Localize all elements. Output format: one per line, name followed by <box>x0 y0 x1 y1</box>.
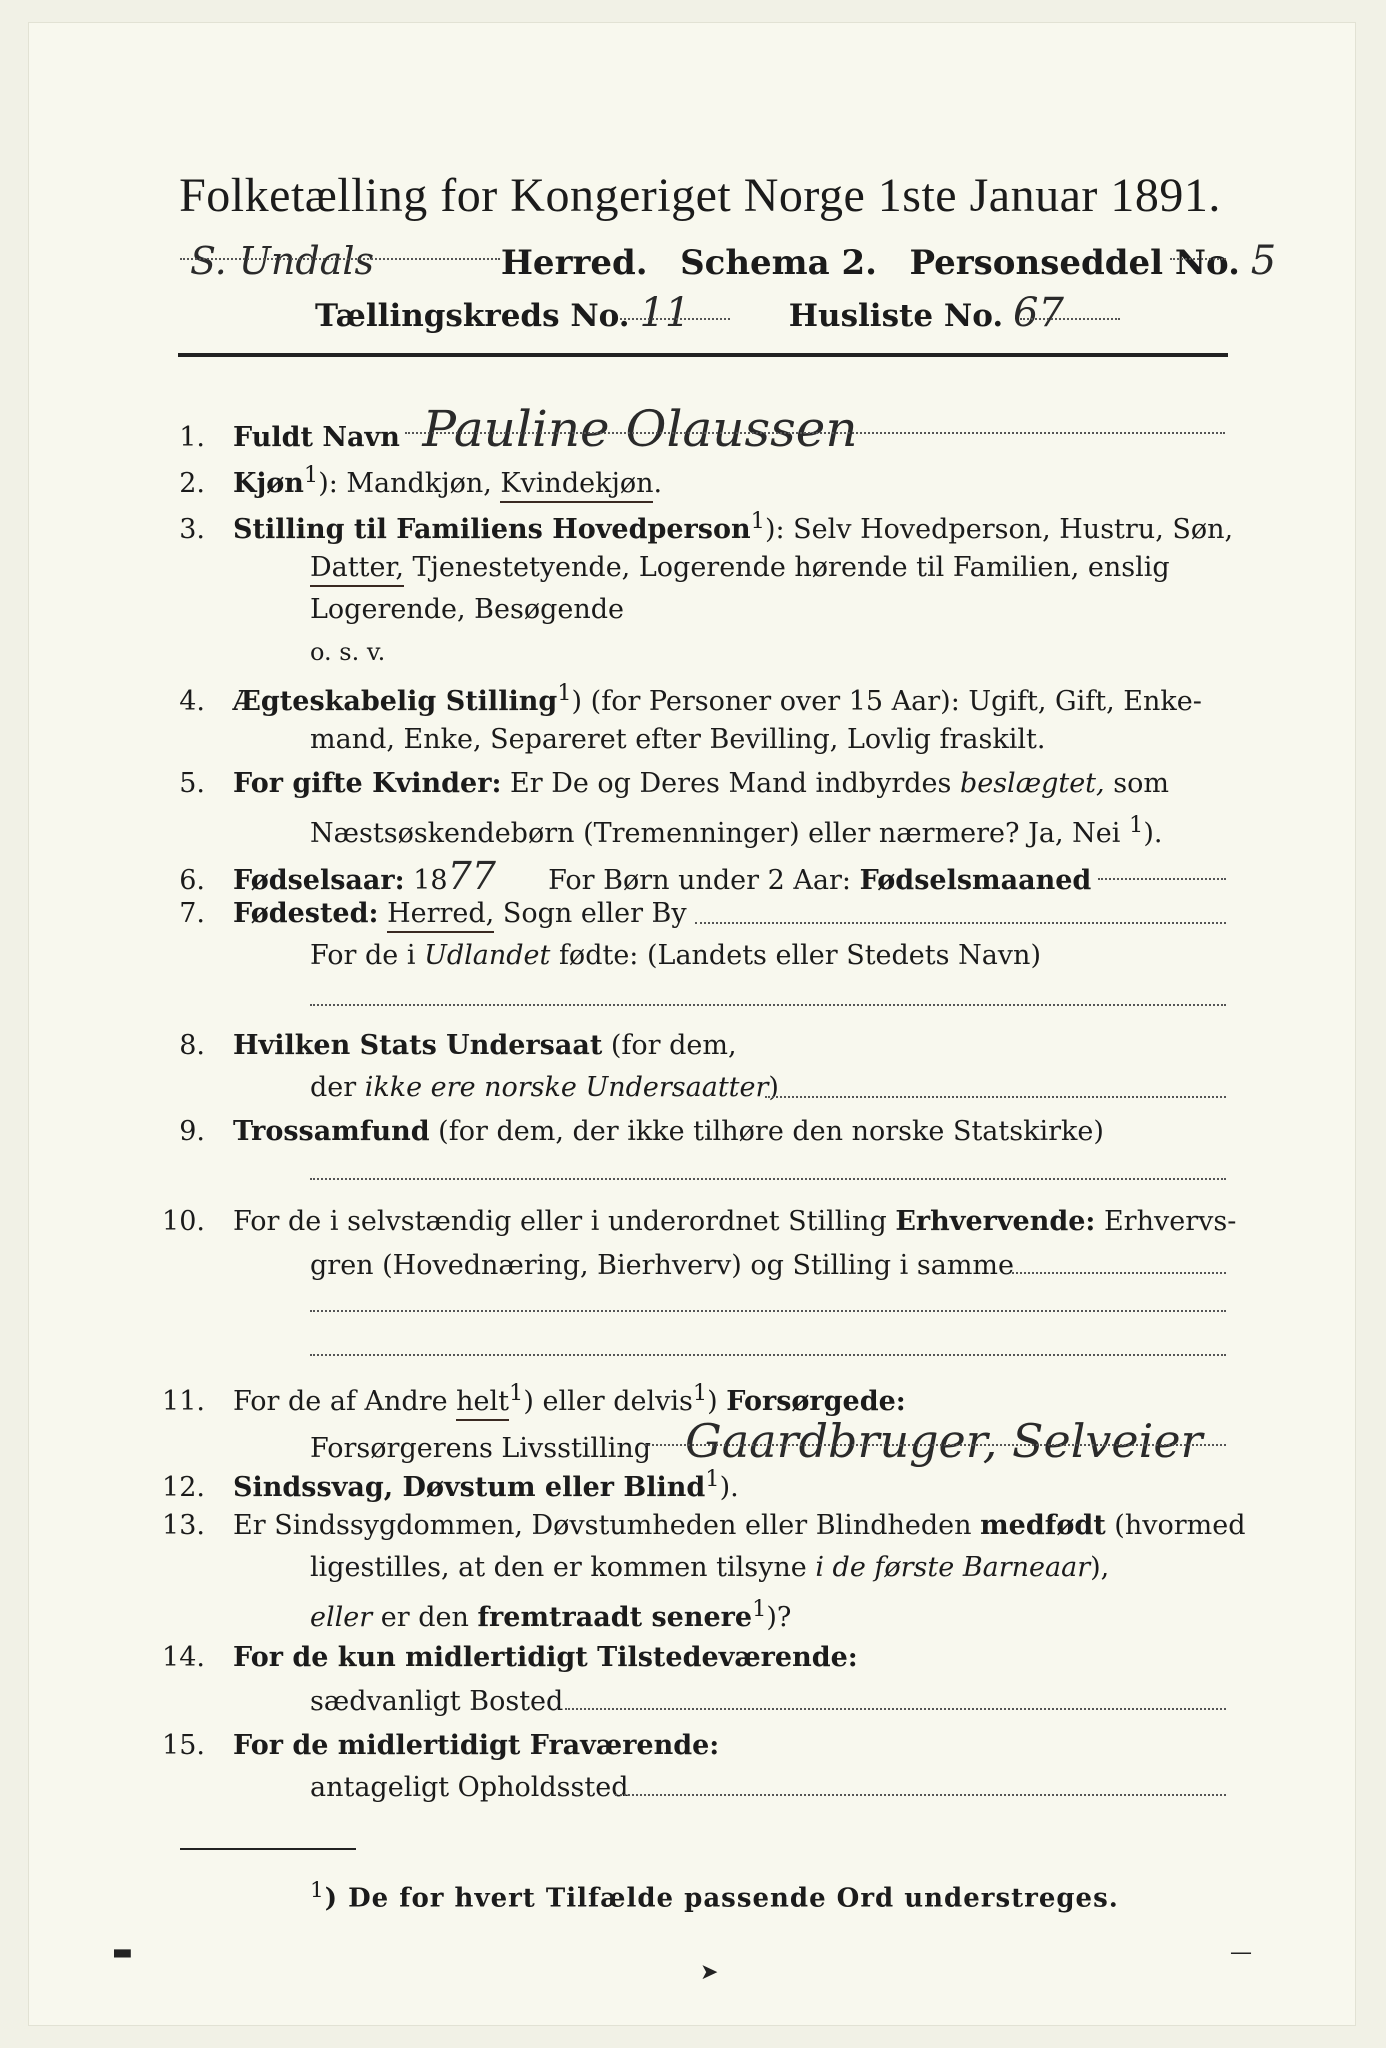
herred-label: Herred. <box>500 243 648 283</box>
item-6-dots <box>1098 878 1226 880</box>
footnote-rule <box>180 1848 356 1850</box>
personseddel-dots <box>1170 258 1226 260</box>
item-8: 8. Hvilken Stats Undersaat (for dem, <box>179 1030 737 1061</box>
datter-underlined: Datter, <box>310 552 404 587</box>
herred-line <box>190 238 1276 284</box>
kreds-line <box>315 290 1064 336</box>
full-name-value: Pauline Olaussen <box>422 400 858 458</box>
item-9: 9. Trossamfund (for dem, der ikke tilhøre den norske Statskirke) <box>179 1116 1104 1147</box>
item-8-line2: der ikke ere norske Undersaatter) <box>310 1072 779 1103</box>
item-15-line2: antageligt Opholdssted <box>310 1772 629 1803</box>
item-9-dots <box>310 1178 1226 1180</box>
schema-label: Schema 2. <box>680 243 878 283</box>
birth-year-value: 77 <box>447 854 496 898</box>
ink-mark-center: ➤ <box>700 1960 719 1985</box>
item-3-line2: Datter, Tjenestetyende, Logerende hørende til Familien, enslig <box>310 552 1170 583</box>
item-1-label: Fuldt Navn <box>233 422 400 453</box>
item-4: 4. Ægteskabelig Stilling$^1$) (for Personer over 15 Aar): Ugift, Gift, Enke- <box>179 680 1202 717</box>
husliste-label: Husliste No. <box>788 298 1004 334</box>
item-14: 14. For de kun midlertidigt Tilstedeværende: <box>162 1642 858 1673</box>
item-10-line2: gren (Hovednæring, Bierhverv) og Stilling i samme <box>310 1250 1015 1281</box>
item-15: 15. For de midlertidigt Fraværende: <box>162 1730 720 1761</box>
item-5: 5. For gifte Kvinder: Er De og Deres Mand indbyrdes beslægtet, som <box>179 768 1169 799</box>
herred-value: S. Undals <box>190 239 374 283</box>
personseddel-value: 5 <box>1250 238 1277 284</box>
item-10: 10. For de i selvstændig eller i underordnet Stilling Erhvervende: Erhvervs- <box>162 1206 1237 1237</box>
ink-mark-left: ▬ <box>112 1940 133 1965</box>
item-8-dots <box>765 1096 1226 1098</box>
item-14-line2: sædvanligt Bosted <box>310 1686 564 1717</box>
provider-occupation-value: Gaardbruger, Selveier <box>685 1414 1203 1468</box>
item-13: 13. Er Sindssygdommen, Døvstumheden eller Blindheden medfødt (hvormed <box>162 1510 1246 1541</box>
footnote: $^1$) De for hvert Tilfælde passende Ord understreges. <box>310 1878 1119 1914</box>
item-11: 11. For de af Andre helt$^1$) eller delvis$^1$) Forsørgede: <box>145 1380 906 1417</box>
husliste-value: 67 <box>1013 290 1064 336</box>
personseddel-label: Personseddel No. <box>909 243 1240 283</box>
item-3-line3: Logerende, Besøgende <box>310 594 624 625</box>
kvindekjon-underlined: Kvindekjøn <box>500 468 653 503</box>
item-7-dots2 <box>310 1004 1226 1006</box>
husliste-dots <box>1020 318 1120 320</box>
item-10-dots3 <box>310 1354 1226 1356</box>
ink-mark-right: — <box>1230 1940 1252 1965</box>
item-14-dots <box>565 1708 1226 1710</box>
item-10-dots2 <box>310 1310 1226 1312</box>
kreds-dots <box>620 318 730 320</box>
item-6: 6. Fødselsaar: 1877 For Børn under 2 Aar: Fødselsmaaned <box>179 854 1092 898</box>
kreds-label: Tællingskreds No. <box>315 298 630 334</box>
item-7-dots <box>695 922 1226 924</box>
item-10-dots1 <box>1012 1272 1226 1274</box>
item-2: 2. Kjøn$^1$): Mandkjøn, Kvindekjøn. <box>145 462 662 499</box>
item-4-line2: mand, Enke, Separeret efter Bevilling, Lovlig fraskilt. <box>310 724 1046 755</box>
kreds-value: 11 <box>639 290 691 336</box>
herred-underlined: Herred, <box>387 898 494 933</box>
item-1-dots <box>405 432 1225 434</box>
item-3-line4: o. s. v. <box>310 638 386 666</box>
item-1: 1. Fuldt Navn Pauline Olaussen <box>179 400 858 458</box>
helt-underlined: helt <box>456 1386 509 1421</box>
item-13-line3: eller er den fremtraadt senere$^1$)? <box>310 1596 792 1633</box>
item-7: 7. Fødested: Herred, Sogn eller By <box>145 898 687 929</box>
header-rule <box>178 353 1228 357</box>
item-13-line2: ligestilles, at den er kommen tilsyne i de første Barneaar), <box>310 1552 1110 1583</box>
item-15-dots <box>615 1794 1226 1796</box>
form-title: Folketælling for Kongeriget Norge 1ste Januar 1891. <box>179 169 1221 222</box>
herred-dots <box>180 258 500 260</box>
item-11-dots <box>645 1444 1226 1446</box>
item-3: 3. Stilling til Familiens Hovedperson$^1$): Selv Hovedperson, Hustru, Søn, <box>179 508 1234 545</box>
item-11-line2: Forsørgerens Livsstilling Gaardbruger, Selveier <box>310 1414 1203 1468</box>
item-12: 12. Sindssvag, Døvstum eller Blind$^1$). <box>162 1466 739 1503</box>
item-7-line2: For de i Udlandet fødte: (Landets eller Stedets Navn) <box>310 940 1041 971</box>
item-5-line2: Næstsøskendebørn (Tremenninger) eller nærmere? Ja, Nei $^1$). <box>310 812 1163 849</box>
